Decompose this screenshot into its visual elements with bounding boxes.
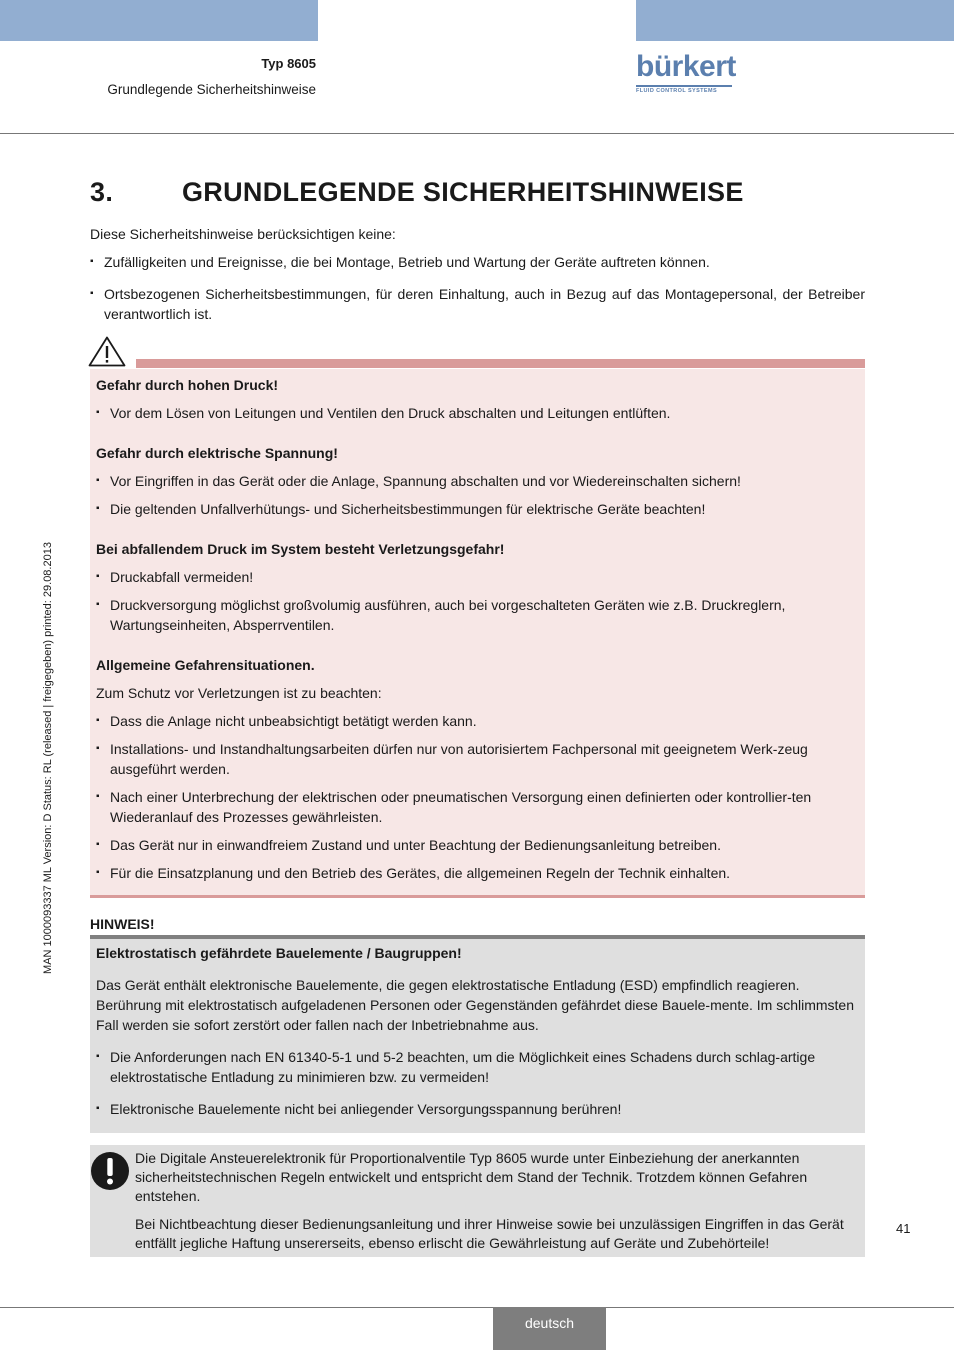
warning-bullet: ▪ Vor Eingriffen in das Gerät oder die Anlage, Spannung abschalten und vor Wiedereinschalten sichern! bbox=[96, 471, 859, 491]
warning-list-pressure-drop bbox=[96, 567, 859, 635]
warning-bullet: ▪ Vor dem Lösen von Leitungen und Ventilen den Druck abschalten und Leitungen entlüften. bbox=[96, 403, 859, 423]
intro-bullet-list bbox=[90, 252, 865, 324]
notice-bullet: ▪ Die Anforderungen nach EN 61340-5-1 und 5-2 beachten, um die Möglichkeit eines Schadens durch schlag-artige elektrostatische Entladung zu minimieren bzw. zu vermeiden! bbox=[96, 1047, 859, 1087]
warning-header bbox=[90, 336, 865, 369]
section-heading bbox=[90, 170, 865, 214]
language-tab: deutsch bbox=[493, 1307, 606, 1350]
warning-bullet: ▪ Druckabfall vermeiden! bbox=[96, 567, 859, 587]
intro-bullet: ▪ Ortsbezogenen Sicherheitsbestimmungen, für deren Einhaltung, auch in Bezug auf das Montagepersonal, der Betreiber verantwortlich ist. bbox=[90, 284, 865, 324]
page-number: 41 bbox=[896, 1221, 911, 1236]
burkert-logo bbox=[636, 50, 736, 98]
notice-box bbox=[90, 935, 865, 1133]
footer-divider bbox=[0, 1307, 954, 1308]
intro-text: Diese Sicherheitshinweise berücksichtigen keine: bbox=[90, 226, 396, 242]
notice-heading: Elektrostatisch gefährdete Bauelemente / Baugruppen! bbox=[96, 945, 462, 961]
warning-bullet: ▪ Nach einer Unterbrechung der elektrischen oder pneumatischen Versorgung einen definierten oder kontrollier-ten Wiederanlauf des Prozesses gewährleisten. bbox=[96, 787, 859, 827]
warning-bullet: ▪ Das Gerät nur in einwandfreiem Zustand und unter Beachtung der Bedienungsanleitung betreiben. bbox=[96, 835, 859, 855]
warning-heading-pressure-drop: Bei abfallendem Druck im System besteht Verletzungsgefahr! bbox=[96, 541, 505, 557]
warning-bullet: ▪ Druckversorgung möglichst großvolumig ausführen, auch bei vorgeschalteten Geräten wie z.B. Druckreglern, Wartungseinheiten, Absperrventilen. bbox=[96, 595, 859, 635]
warning-heading-general: Allgemeine Gefahrensituationen. bbox=[96, 657, 315, 673]
warning-bullet: ▪ Die geltenden Unfallverhütungs- und Sicherheitsbestimmungen für elektrische Geräte beachten! bbox=[96, 499, 859, 519]
header-color-bar-left bbox=[0, 0, 318, 41]
notice-label: HINWEIS! bbox=[90, 916, 155, 932]
header-subtitle: Grundlegende Sicherheitshinweise bbox=[107, 82, 316, 97]
warning-general-text: Zum Schutz vor Verletzungen ist zu beachten: bbox=[96, 685, 382, 701]
warning-box bbox=[90, 369, 865, 898]
warning-bullet: ▪ Für die Einsatzplanung und den Betrieb des Gerätes, die allgemeinen Regeln der Technik einhalten. bbox=[96, 863, 859, 883]
warning-triangle-icon bbox=[88, 336, 126, 367]
important-paragraph: Die Digitale Ansteuerelektronik für Proportionalventile Typ 8605 wurde unter Einbeziehung der anerkannten sicherheitstechnischen Regeln entwickelt und entspricht dem Stand der Technik. Trotzdem können Gefahren entstehen. bbox=[135, 1150, 808, 1204]
warning-heading-pressure: Gefahr durch hohen Druck! bbox=[96, 377, 279, 393]
logo-tagline: FLUID CONTROL SYSTEMS bbox=[636, 88, 718, 94]
warning-header-bar bbox=[136, 359, 865, 368]
header-typ: Typ 8605 bbox=[261, 56, 316, 71]
warning-list-general bbox=[96, 711, 859, 883]
intro-bullet: ▪ Zufälligkeiten und Ereignisse, die bei Montage, Betrieb und Wartung der Geräte auftreten können. bbox=[90, 252, 865, 272]
logo-underline bbox=[636, 85, 732, 87]
notice-text: Das Gerät enthält elektronische Bauelemente, die gegen elektrostatische Entladung (ESD) empfindlich reagieren. Berührung mit elektrostatisch aufgeladenen Personen oder Gegenständen gefährdet diese Bauele-mente. Im schlimmsten Fall werden sie sofort zerstört oder fallen nach der Inbetriebnahme aus. bbox=[96, 977, 855, 1033]
warning-bullet: ▪ Dass die Anlage nicht unbeabsichtigt betätigt werden kann. bbox=[96, 711, 859, 731]
warning-list-pressure bbox=[96, 403, 859, 423]
section-title: GRUNDLEGENDE SICHERHEITSHINWEISE bbox=[182, 176, 744, 207]
header-divider bbox=[0, 133, 954, 134]
warning-list-electric bbox=[96, 471, 859, 519]
logo-wordmark: bürkert bbox=[636, 50, 736, 83]
header-color-bar-right bbox=[636, 0, 954, 41]
important-paragraph: Bei Nichtbeachtung dieser Bedienungsanleitung und ihrer Hinweise sowie bei unzulässigen Eingriffen in das Gerät entfällt jegliche Haftung unsererseits, ebenso erlischt die Gewährleistung auf Geräte und Zubehörteile! bbox=[135, 1216, 844, 1251]
document-status-sidebar: MAN 1000093337 ML Version: D Status: RL (released | freigegeben) printed: 29.08.2013 bbox=[42, 542, 54, 974]
warning-heading-electric: Gefahr durch elektrische Spannung! bbox=[96, 445, 338, 461]
section-number: 3. bbox=[90, 176, 114, 207]
notice-bullet: ▪ Elektronische Bauelemente nicht bei anliegender Versorgungsspannung berühren! bbox=[96, 1099, 859, 1119]
notice-bullet-list bbox=[96, 1047, 859, 1119]
important-note-box bbox=[90, 1145, 865, 1257]
warning-bullet: ▪ Installations- und Instandhaltungsarbeiten dürfen nur von autorisiertem Fachpersonal mit geeignetem Werk-zeug ausgeführt werden. bbox=[96, 739, 859, 779]
exclamation-circle-icon bbox=[90, 1151, 130, 1191]
page-content bbox=[90, 170, 865, 1257]
